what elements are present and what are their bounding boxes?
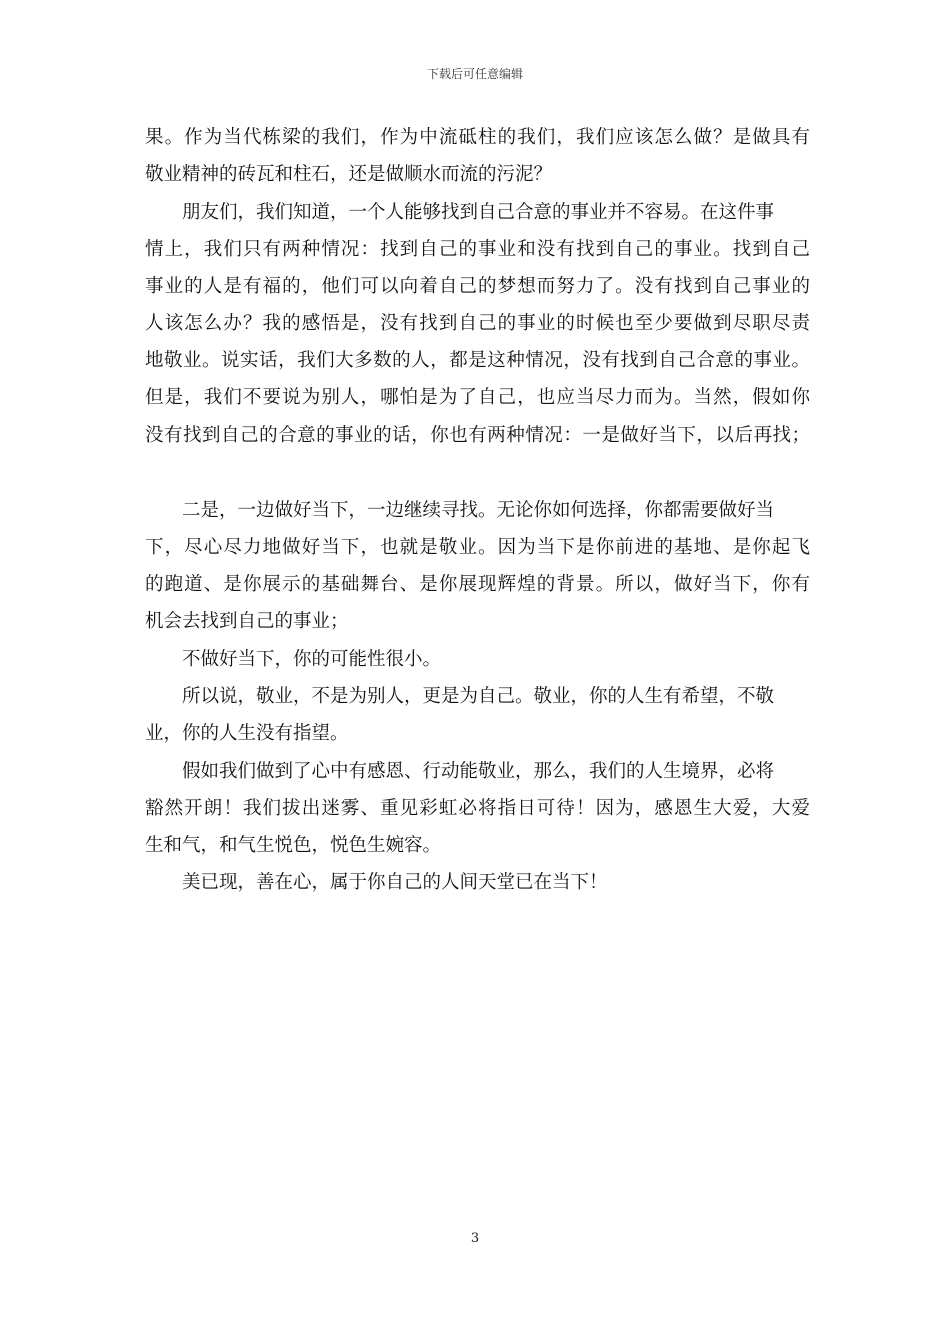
body-line: 美已现，善在心，属于你自己的人间天堂已在当下！ [182, 872, 608, 893]
body-line: 生和气，和气生悦色，悦色生婉容。 [145, 835, 442, 856]
body-line: 事业的人是有福的，他们可以向着自己的梦想而努力了。没有找到自己事业的 [145, 276, 810, 297]
body-line: 豁然开朗！我们拔出迷雾、重见彩虹必将指日可待！因为，感恩生大爱，大爱 [145, 798, 810, 819]
body-line: 果。作为当代栋梁的我们，作为中流砥柱的我们，我们应该怎么做？是做具有 [145, 127, 810, 148]
body-line: 人该怎么办？我的感悟是，没有找到自己的事业的时候也至少要做到尽职尽责 [145, 313, 810, 334]
body-line: 机会去找到自己的事业； [145, 611, 349, 632]
body-line: 不做好当下，你的可能性很小。 [182, 649, 442, 670]
body-line: 地敬业。说实话，我们大多数的人，都是这种情况，没有找到自己合意的事业。 [145, 350, 810, 371]
body-line: 但是，我们不要说为别人，哪怕是为了自己，也应当尽力而为。当然，假如你 [145, 387, 810, 408]
body-line: 没有找到自己的合意的事业的话，你也有两种情况：一是做好当下，以后再找； [145, 425, 810, 446]
body-line: 假如我们做到了心中有感恩、行动能敬业，那么，我们的人生境界，必将 [182, 761, 775, 782]
body-line: 二是，一边做好当下，一边继续寻找。无论你如何选择，你都需要做好当 [182, 500, 775, 521]
page-header: 下载后可任意编辑 [426, 67, 523, 81]
body-line: 所以说，敬业，不是为别人，更是为自己。敬业，你的人生有希望，不敬 [182, 686, 775, 707]
body-line: 敬业精神的砖瓦和柱石，还是做顺水而流的污泥？ [145, 164, 553, 185]
page-number: 3 [470, 1231, 480, 1246]
body-line: 情上，我们只有两种情况：找到自己的事业和没有找到自己的事业。找到自己 [145, 239, 810, 260]
body-line: 朋友们，我们知道，一个人能够找到自己合意的事业并不容易。在这件事 [182, 202, 775, 223]
body-line: 下，尽心尽力地做好当下，也就是敬业。因为当下是你前进的基地、是你起飞 [145, 537, 810, 558]
body-line: 的跑道、是你展示的基础舞台、是你展现辉煌的背景。所以，做好当下，你有 [145, 574, 810, 595]
body-line: 业，你的人生没有指望。 [145, 723, 349, 744]
